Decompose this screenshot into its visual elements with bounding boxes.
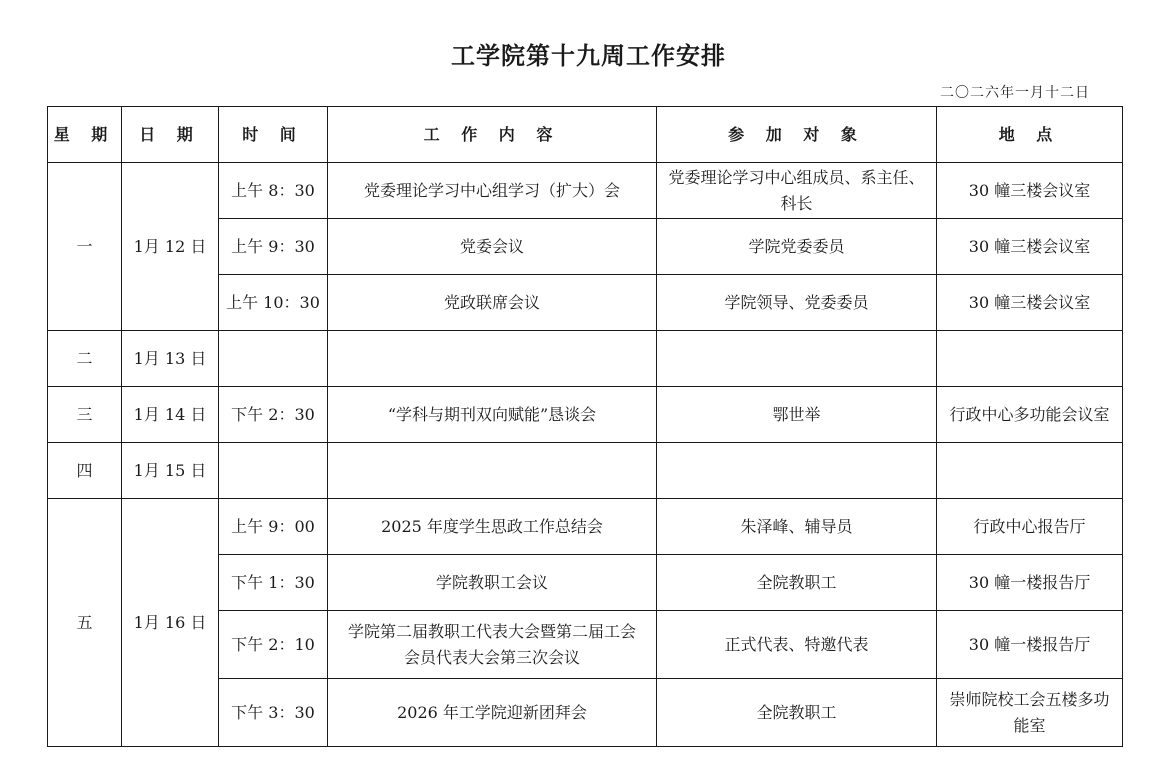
- weekday-cell: 五: [48, 499, 122, 747]
- table-row: [48, 387, 1123, 443]
- header-date: 日 期: [122, 107, 219, 163]
- participants-text: 党委理论学习中心组成员、系主任、科长: [668, 167, 925, 213]
- time-cell: 下午 2：30: [219, 387, 328, 443]
- content-cell: [328, 611, 657, 679]
- time-cell: 下午 1：30: [219, 555, 328, 611]
- content-cell: 学院教职工会议: [328, 555, 657, 611]
- table-row: [48, 443, 1123, 499]
- participants-cell: 鄂世举: [657, 387, 937, 443]
- weekday-cell: 四: [48, 443, 122, 499]
- content-cell: 党委理论学习中心组学习（扩大）会: [328, 163, 657, 219]
- location-cell: [937, 679, 1123, 747]
- header-row: [48, 107, 1123, 163]
- time-cell: 上午 10：30: [219, 275, 328, 331]
- header-location: 地 点: [937, 107, 1123, 163]
- participants-cell: 全院教职工: [657, 679, 937, 747]
- participants-cell: [657, 163, 937, 219]
- issue-date: 二〇二六年一月十二日: [940, 85, 1090, 101]
- weekday-cell: 一: [48, 163, 122, 331]
- weekday-cell: 三: [48, 387, 122, 443]
- location-cell: 行政中心报告厅: [937, 499, 1123, 555]
- date-cell: 1月 12 日: [122, 163, 219, 331]
- schedule-table: [47, 106, 1123, 747]
- participants-cell: 正式代表、特邀代表: [657, 611, 937, 679]
- date-cell: 1月 15 日: [122, 443, 219, 499]
- participants-cell: 学院领导、党委委员: [657, 275, 937, 331]
- time-cell: 下午 3：30: [219, 679, 328, 747]
- location-cell: 30 幢一楼报告厅: [937, 611, 1123, 679]
- header-time: 时 间: [219, 107, 328, 163]
- content-cell: [328, 443, 657, 499]
- header-content: 工 作 内 容: [328, 107, 657, 163]
- header-weekday: 星 期: [48, 107, 122, 163]
- content-cell: [328, 331, 657, 387]
- location-text: 崇师院校工会五楼多功能室: [949, 689, 1110, 735]
- location-cell: 30 幢三楼会议室: [937, 163, 1123, 219]
- time-cell: [219, 443, 328, 499]
- time-cell: 上午 9：30: [219, 219, 328, 275]
- date-cell: 1月 14 日: [122, 387, 219, 443]
- time-cell: [219, 331, 328, 387]
- weekday-cell: 二: [48, 331, 122, 387]
- content-cell: 党委会议: [328, 219, 657, 275]
- participants-cell: 学院党委委员: [657, 219, 937, 275]
- document-title: 工学院第十九周工作安排: [451, 42, 726, 70]
- time-cell: 下午 2：10: [219, 611, 328, 679]
- date-cell: 1月 16 日: [122, 499, 219, 747]
- content-text: 学院第二届教职工代表大会暨第二届工会会员代表大会第三次会议: [347, 621, 636, 667]
- content-cell: 2026 年工学院迎新团拜会: [328, 679, 657, 747]
- table-row: [48, 331, 1123, 387]
- table-row: [48, 163, 1123, 219]
- participants-cell: 朱泽峰、辅导员: [657, 499, 937, 555]
- time-cell: 上午 9：00: [219, 499, 328, 555]
- location-cell: 30 幢一楼报告厅: [937, 555, 1123, 611]
- time-cell: 上午 8：30: [219, 163, 328, 219]
- content-cell: 2025 年度学生思政工作总结会: [328, 499, 657, 555]
- location-cell: [937, 443, 1123, 499]
- location-cell: 行政中心多功能会议室: [937, 387, 1123, 443]
- location-cell: [937, 331, 1123, 387]
- participants-cell: 全院教职工: [657, 555, 937, 611]
- location-cell: 30 幢三楼会议室: [937, 275, 1123, 331]
- location-cell: 30 幢三楼会议室: [937, 219, 1123, 275]
- content-cell: 党政联席会议: [328, 275, 657, 331]
- participants-cell: [657, 443, 937, 499]
- participants-cell: [657, 331, 937, 387]
- header-participants: 参 加 对 象: [657, 107, 937, 163]
- table-row: [48, 499, 1123, 555]
- content-cell: “学科与期刊双向赋能”恳谈会: [328, 387, 657, 443]
- date-cell: 1月 13 日: [122, 331, 219, 387]
